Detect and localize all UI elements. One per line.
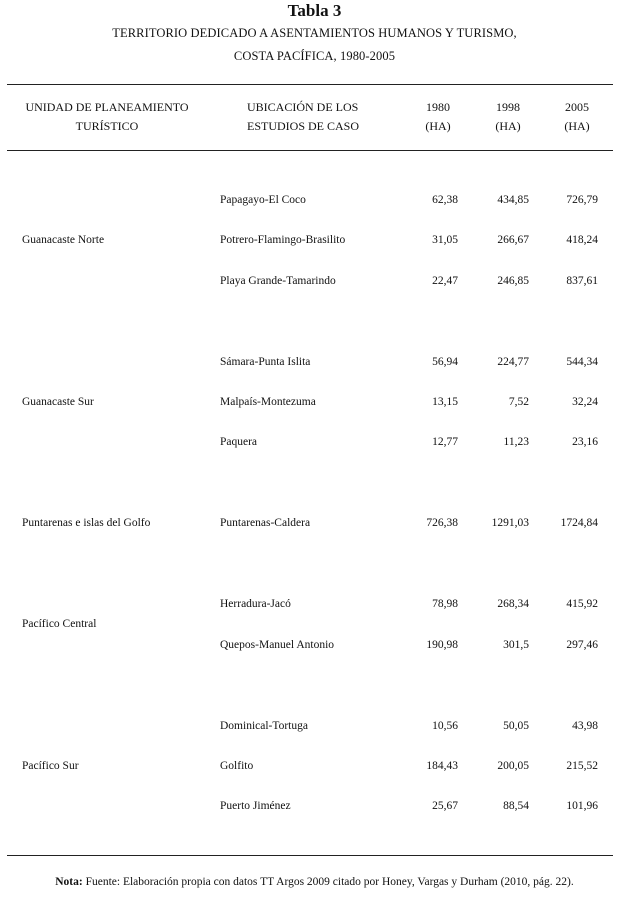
top-rule: [7, 84, 613, 85]
header-1980-unit: (HA): [425, 119, 451, 133]
value-1980: 31,05: [432, 234, 458, 246]
header-ubicacion-line1: UBICACIÓN DE LOS: [247, 100, 359, 114]
value-1980: 22,47: [432, 275, 458, 287]
note-text: Fuente: Elaboración propia con datos TT Argos 2009 citado por Honey, Vargas y Durham (2010, pág. 22).: [82, 876, 574, 888]
value-2005: 726,79: [566, 194, 598, 206]
ubicacion-cell: Golfito: [220, 760, 254, 772]
ubicacion-cell: Herradura-Jacó: [220, 598, 291, 610]
value-1998: 224,77: [497, 356, 529, 368]
ubicacion-cell: Paquera: [220, 436, 258, 448]
table-title: Tabla 3: [287, 1, 342, 20]
value-1998: 50,05: [503, 720, 529, 732]
value-2005: 101,96: [566, 800, 598, 812]
note-label: Nota:: [55, 876, 83, 888]
value-2005: 215,52: [566, 760, 598, 772]
ubicacion-cell: Malpaís-Montezuma: [220, 396, 316, 408]
header-unidad-line1: UNIDAD DE PLANEAMIENTO: [25, 100, 189, 114]
unidad-label: Puntarenas e islas del Golfo: [22, 517, 151, 529]
header-1998: [488, 98, 528, 136]
value-1980: 62,38: [432, 194, 458, 206]
value-2005: 544,34: [566, 356, 598, 368]
value-1980: 25,67: [432, 800, 458, 812]
value-2005: 43,98: [572, 720, 598, 732]
ubicacion-cell: Puerto Jiménez: [220, 800, 291, 812]
header-ubicacion: [247, 98, 407, 136]
ubicacion-cell: Sámara-Punta Islita: [220, 356, 311, 368]
value-1998: 301,5: [503, 639, 529, 651]
header-1998-unit: (HA): [495, 119, 521, 133]
unidad-label: Pacífico Central: [22, 618, 97, 630]
value-1998: 11,23: [503, 436, 529, 448]
value-1980: 12,77: [432, 436, 458, 448]
header-rule: [7, 150, 613, 151]
value-2005: 415,92: [566, 598, 598, 610]
header-unidad-line2: TURÍSTICO: [75, 119, 139, 133]
value-1980: 10,56: [432, 720, 458, 732]
unidad-label: Guanacaste Norte: [22, 234, 105, 246]
value-1998: 246,85: [497, 275, 529, 287]
table-note: [0, 876, 629, 888]
value-2005: 23,16: [572, 436, 598, 448]
value-2005: 418,24: [566, 234, 598, 246]
bottom-rule: [7, 855, 613, 856]
header-ubicacion-line2: ESTUDIOS DE CASO: [247, 119, 360, 133]
value-2005: 32,24: [572, 396, 598, 408]
ubicacion-cell: Potrero-Flamingo-Brasilito: [220, 234, 346, 246]
value-2005: 297,46: [566, 639, 598, 651]
table-subtitle-line1: TERRITORIO DEDICADO A ASENTAMIENTOS HUMANOS Y TURISMO,: [112, 26, 517, 40]
value-1998: 268,34: [497, 598, 529, 610]
header-1998-year: 1998: [496, 100, 520, 114]
value-1980: 726,38: [426, 517, 458, 529]
value-1998: 434,85: [497, 194, 529, 206]
unidad-label: Pacífico Sur: [22, 760, 79, 772]
value-2005: 837,61: [566, 275, 598, 287]
value-1998: 88,54: [503, 800, 529, 812]
ubicacion-cell: Quepos-Manuel Antonio: [220, 639, 335, 651]
ubicacion-cell: Puntarenas-Caldera: [220, 517, 311, 529]
value-1998: 7,52: [508, 396, 529, 408]
value-1980: 13,15: [432, 396, 458, 408]
header-1980: [418, 98, 458, 136]
unidad-label: Guanacaste Sur: [22, 396, 94, 408]
table-subtitle-line2: COSTA PACÍFICA, 1980-2005: [233, 49, 396, 63]
value-1998: 200,05: [497, 760, 529, 772]
header-unidad: [22, 98, 192, 136]
value-1998: 266,67: [497, 234, 529, 246]
value-1980: 78,98: [432, 598, 458, 610]
ubicacion-cell: Papagayo-El Coco: [220, 194, 306, 206]
value-1980: 56,94: [432, 356, 458, 368]
value-1998: 1291,03: [491, 517, 529, 529]
value-1980: 184,43: [426, 760, 458, 772]
value-2005: 1724,84: [560, 517, 598, 529]
header-2005-year: 2005: [565, 100, 589, 114]
header-1980-year: 1980: [426, 100, 450, 114]
header-2005-unit: (HA): [564, 119, 590, 133]
ubicacion-cell: Dominical-Tortuga: [220, 720, 308, 732]
header-2005: [557, 98, 597, 136]
value-1980: 190,98: [426, 639, 458, 651]
ubicacion-cell: Playa Grande-Tamarindo: [220, 275, 336, 287]
